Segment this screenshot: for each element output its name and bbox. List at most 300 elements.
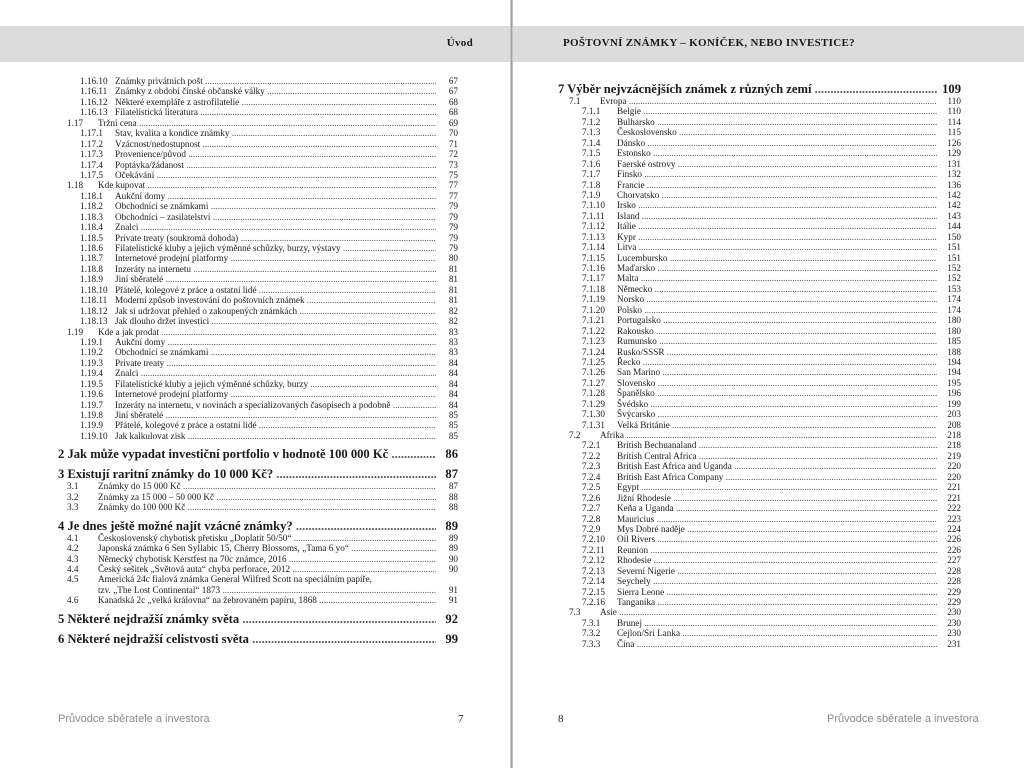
toc-entry[interactable] — [0, 368, 511, 378]
toc-entry-number: 7.1.17 — [582, 273, 605, 284]
toc-entry-number: 7.2.1 — [582, 440, 601, 451]
toc-entry[interactable] — [513, 190, 1024, 200]
toc-entry-title: Irsko ..... — [617, 200, 937, 210]
toc-entry-title: Cejlon/Srí Lanka ..... — [617, 628, 937, 638]
toc-entry-title: Evropa ..... — [600, 96, 937, 106]
toc-entry-page: 152 — [939, 263, 961, 273]
toc-entry[interactable] — [0, 295, 511, 305]
toc-entry-title: Filatelistické kluby a jejich výměnné schůzky, burzy, výstavy ..... — [115, 243, 436, 253]
toc-entry[interactable] — [0, 358, 511, 368]
toc-entry-title: Sierra Leone ..... — [617, 587, 937, 597]
toc-entry-number: 7.1.6 — [582, 158, 601, 169]
toc-entry[interactable] — [0, 431, 511, 441]
toc-entry-page: 144 — [939, 221, 961, 231]
toc-entry[interactable] — [513, 336, 1024, 346]
page-number: 8 — [558, 713, 564, 725]
toc-chapter-entry[interactable] — [513, 82, 1024, 96]
toc-entry[interactable] — [0, 533, 511, 543]
toc-entry-title: Inzeráty na internetu, v novinách a specializovaných časopisech a podobně ..... — [115, 400, 436, 410]
toc-entry-number: 1.19.2 — [80, 347, 103, 358]
toc-entry-number: 1.18.7 — [80, 253, 103, 264]
toc-entry[interactable] — [513, 607, 1024, 617]
toc-entry[interactable] — [0, 274, 511, 284]
toc-entry-page: 208 — [939, 420, 961, 430]
toc-entry[interactable] — [513, 326, 1024, 336]
toc-entry-title: Filatelistické kluby a jejich výměnné schůzky, burzy ..... — [115, 379, 436, 389]
toc-entry-page: 115 — [939, 127, 961, 137]
toc-entry-number: 1.18.6 — [80, 243, 103, 253]
toc-entry[interactable] — [513, 284, 1024, 294]
toc-entry-title: Finsko ..... — [617, 169, 937, 179]
toc-entry-title: Francie ..... — [617, 180, 937, 190]
toc-entry-page: 67 — [438, 76, 458, 86]
toc-entry-page: 196 — [939, 388, 961, 398]
toc-entry-title: Afrika ..... — [600, 430, 937, 440]
toc-entry[interactable] — [0, 76, 511, 86]
toc-entry-page: 218 — [939, 430, 961, 440]
toc-entry-page: 153 — [939, 284, 961, 294]
toc-entry-title: Přátelé, kolegové z práce a ostatní lidé ..... — [115, 285, 436, 295]
toc-entry-page: 199 — [939, 399, 961, 409]
toc-entry-page: 228 — [939, 576, 961, 586]
toc-entry[interactable] — [513, 440, 1024, 450]
toc-entry[interactable] — [513, 294, 1024, 304]
toc-entry-title: Znalci ..... — [115, 222, 436, 232]
toc-entry[interactable] — [513, 169, 1024, 179]
toc-entry[interactable] — [0, 212, 511, 222]
toc-entry[interactable] — [0, 347, 511, 357]
toc-entry-number: 7.1.22 — [582, 325, 605, 336]
toc-entry[interactable] — [513, 409, 1024, 419]
toc-entry[interactable] — [0, 180, 511, 190]
toc-entry-title: British Central Africa ..... — [617, 451, 937, 461]
toc-entry-page: 85 — [438, 410, 458, 420]
toc-entry-page: 185 — [939, 336, 961, 346]
toc-entry[interactable] — [0, 492, 511, 502]
toc-entry-page: 114 — [939, 117, 961, 127]
toc-entry[interactable] — [513, 461, 1024, 471]
toc-entry-page: 88 — [438, 502, 458, 512]
toc-entry-number: 7.3.1 — [582, 617, 601, 628]
toc-entry-page: 85 — [438, 420, 458, 430]
toc-entry[interactable] — [513, 451, 1024, 461]
toc-entry[interactable] — [0, 107, 511, 117]
toc-entry[interactable] — [0, 128, 511, 138]
toc-entry-number: 3.3 — [67, 502, 79, 513]
toc-entry-number: 1.17.3 — [80, 149, 103, 160]
toc-entry-number: 1.18.1 — [80, 190, 103, 201]
toc-entry-number: 7.2.13 — [582, 565, 605, 576]
toc-entry-page: 82 — [438, 306, 458, 316]
table-of-contents — [0, 76, 511, 646]
toc-entry-title: Estonsko ..... — [617, 148, 937, 158]
toc-entry[interactable] — [0, 574, 511, 584]
toc-entry-number: 7.2.10 — [582, 534, 605, 545]
toc-entry-page: 80 — [438, 253, 458, 263]
toc-entry-number: 1.18.9 — [80, 274, 103, 285]
toc-entry-number: 7.1.24 — [582, 346, 605, 357]
toc-entry-title: Švýcarsko ..... — [617, 409, 937, 419]
toc-entry-title: Kanadská 2c „velká královna“ na žebrovaném papíru, 1868 ..... — [98, 595, 436, 605]
toc-entry-page: 203 — [939, 409, 961, 419]
toc-entry[interactable] — [513, 493, 1024, 503]
toc-entry[interactable] — [513, 96, 1024, 106]
toc-entry-number: 1.19.9 — [80, 420, 103, 431]
toc-entry[interactable] — [0, 243, 511, 253]
toc-entry-number: 1.16.13 — [80, 107, 108, 118]
toc-entry[interactable] — [0, 191, 511, 201]
toc-entry-number: 7.2.7 — [582, 503, 601, 514]
toc-entry-page: 84 — [438, 368, 458, 378]
toc-entry-title: Egypt ..... — [617, 482, 937, 492]
toc-entry[interactable] — [513, 472, 1024, 482]
table-of-contents — [513, 76, 1024, 649]
toc-entry[interactable] — [513, 232, 1024, 242]
toc-entry-number: 1.19.8 — [80, 410, 103, 420]
toc-entry-title: Jak si udržovat přehled o zakoupených známkách ..... — [115, 306, 436, 316]
toc-entry-page: 226 — [939, 545, 961, 555]
toc-entry-title: 7 Výběr nejvzácnějších známek z různých zemí ..... — [558, 82, 937, 96]
toc-entry-title: Jiní sběratelé ..... — [115, 410, 436, 420]
toc-entry[interactable] — [513, 388, 1024, 398]
toc-entry[interactable] — [0, 379, 511, 389]
toc-chapter-entry[interactable] — [0, 467, 511, 481]
toc-entry-number: 7.1.1 — [582, 106, 601, 117]
toc-entry-number: 1.19.5 — [80, 378, 103, 389]
toc-entry[interactable] — [513, 514, 1024, 524]
toc-entry[interactable] — [513, 430, 1024, 440]
toc-entry-title: 4 Je dnes ještě možné najít vzácné známky? ..... — [58, 519, 436, 533]
toc-entry[interactable] — [513, 305, 1024, 315]
toc-entry-title: Norsko ..... — [617, 294, 937, 304]
toc-entry-number: 7.2.12 — [582, 555, 605, 566]
toc-entry-page: 84 — [438, 358, 458, 368]
toc-entry-page: 77 — [438, 191, 458, 201]
toc-entry-title: Známky privátních pošt ..... — [115, 76, 436, 86]
toc-entry[interactable] — [513, 566, 1024, 576]
toc-entry[interactable] — [513, 524, 1024, 534]
toc-entry[interactable] — [513, 138, 1024, 148]
toc-entry-number: 1.18.10 — [80, 284, 108, 295]
toc-entry-number: 7.1.5 — [582, 148, 601, 159]
toc-entry[interactable] — [513, 200, 1024, 210]
toc-entry-page: 73 — [438, 160, 458, 170]
toc-entry[interactable] — [0, 389, 511, 399]
right-page — [513, 0, 1024, 768]
toc-chapter-entry[interactable] — [0, 519, 511, 533]
toc-entry-page: 91 — [438, 595, 458, 605]
toc-entry[interactable] — [0, 97, 511, 107]
toc-entry[interactable] — [0, 554, 511, 564]
toc-entry-title: Private treaty (soukromá dohoda) ..... — [115, 233, 436, 243]
toc-entry[interactable] — [0, 543, 511, 553]
toc-entry[interactable] — [0, 139, 511, 149]
toc-entry-title: Znalci ..... — [115, 368, 436, 378]
toc-entry-page: 83 — [438, 327, 458, 337]
toc-entry[interactable] — [513, 242, 1024, 252]
toc-entry-number: 7.1.10 — [582, 200, 605, 211]
running-header-text: POŠTOVNÍ ZNÁMKY – KONÍČEK, NEBO INVESTICE? — [563, 37, 855, 49]
toc-entry[interactable] — [513, 503, 1024, 513]
toc-entry-page: 84 — [438, 379, 458, 389]
toc-entry[interactable] — [513, 482, 1024, 492]
toc-entry-number: 7.2.6 — [582, 492, 601, 503]
toc-entry-title: Severní Nigerie ..... — [617, 566, 937, 576]
toc-entry-number: 4.1 — [67, 532, 79, 543]
toc-entry-number: 7.1.9 — [582, 189, 601, 200]
toc-entry-title: Některé exempláře z astrofilatelie ..... — [115, 97, 436, 107]
toc-entry[interactable] — [513, 618, 1024, 628]
toc-entry-page: 220 — [939, 461, 961, 471]
toc-entry-title: Německo ..... — [617, 284, 937, 294]
toc-entry-page: 87 — [438, 467, 458, 481]
toc-entry[interactable] — [0, 337, 511, 347]
toc-entry[interactable] — [0, 160, 511, 170]
toc-entry-title: tzv. „The Lost Continental“ 1873 ..... — [98, 585, 436, 595]
toc-entry-title: Obchodníci – zasilatelství ..... — [115, 212, 436, 222]
toc-entry-number: 7.2.14 — [582, 576, 605, 587]
toc-entry-title: Poptávka/žádanost ..... — [115, 160, 436, 170]
toc-entry[interactable] — [513, 576, 1024, 586]
toc-entry-page: 227 — [939, 555, 961, 565]
toc-entry-number: 1.16.12 — [80, 96, 108, 107]
toc-entry-page: 142 — [939, 200, 961, 210]
toc-entry-title: Reunion ..... — [617, 545, 937, 555]
toc-entry[interactable] — [0, 316, 511, 326]
toc-entry-page: 194 — [939, 357, 961, 367]
toc-entry-title: Dánsko ..... — [617, 138, 937, 148]
toc-entry-title: Jak dlouho držet investici ..... — [115, 316, 436, 326]
toc-entry-title: Litva ..... — [617, 242, 937, 252]
toc-entry-page: 91 — [438, 585, 458, 595]
toc-entry-page: 69 — [438, 118, 458, 128]
toc-entry-page: 77 — [438, 180, 458, 190]
toc-entry[interactable] — [0, 306, 511, 316]
toc-entry-number: 1.18.2 — [80, 201, 103, 212]
toc-entry[interactable] — [513, 597, 1024, 607]
toc-entry-title: British East Africa and Uganda ..... — [617, 461, 937, 471]
toc-entry[interactable] — [513, 367, 1024, 377]
toc-entry[interactable] — [0, 585, 511, 595]
toc-entry-title: Kde kupovat ..... — [98, 180, 436, 190]
toc-entry[interactable] — [0, 253, 511, 263]
toc-entry-number: 7.2.5 — [582, 482, 601, 493]
toc-entry[interactable] — [513, 315, 1024, 325]
toc-entry-number: 7.1.18 — [582, 283, 605, 294]
toc-entry-page: 222 — [939, 503, 961, 513]
toc-entry-title: Čína ..... — [617, 639, 937, 649]
toc-entry-number: 7.1.8 — [582, 179, 601, 190]
toc-entry[interactable] — [0, 420, 511, 430]
toc-entry[interactable] — [513, 159, 1024, 169]
toc-entry[interactable] — [513, 273, 1024, 283]
toc-entry-number: 7.3.3 — [582, 638, 601, 649]
toc-entry[interactable] — [0, 222, 511, 232]
toc-entry-page: 81 — [438, 285, 458, 295]
toc-chapter-entry[interactable] — [0, 632, 511, 646]
toc-entry-title: Český sešitek „Světová auta“ chyba perforace, 2012 ..... — [98, 564, 436, 574]
toc-entry-title: Mauricius ..... — [617, 514, 937, 524]
toc-entry-number: 1.18.8 — [80, 263, 103, 274]
toc-entry-number: 7.1.2 — [582, 116, 601, 127]
toc-entry-number: 1.17.5 — [80, 169, 103, 180]
toc-entry-page: 151 — [939, 242, 961, 252]
toc-entry[interactable] — [513, 148, 1024, 158]
toc-entry-page: 142 — [939, 190, 961, 200]
toc-entry-page: 83 — [438, 337, 458, 347]
toc-entry-page: 180 — [939, 315, 961, 325]
toc-entry-title: Rusko/SSSR ..... — [617, 347, 937, 357]
toc-chapter-entry[interactable] — [0, 447, 511, 461]
toc-entry-page: 150 — [939, 232, 961, 242]
toc-entry[interactable] — [513, 127, 1024, 137]
running-header — [0, 26, 511, 62]
toc-entry[interactable] — [513, 211, 1024, 221]
toc-entry-title: Internetové prodejní platformy ..... — [115, 389, 436, 399]
toc-entry[interactable] — [0, 264, 511, 274]
toc-entry-title: Seychely ..... — [617, 576, 937, 586]
toc-entry-number: 7.1.3 — [582, 127, 601, 138]
toc-entry-number: 1.18.3 — [80, 211, 103, 222]
toc-entry-number: 7.1.31 — [582, 419, 605, 430]
toc-entry-number: 1.19 — [67, 326, 84, 337]
toc-entry[interactable] — [513, 378, 1024, 388]
toc-entry-number: 7.1.26 — [582, 367, 605, 378]
toc-entry-page: 84 — [438, 389, 458, 399]
toc-entry-page: 152 — [939, 273, 961, 283]
toc-entry-title: Aukční domy ..... — [115, 337, 436, 347]
toc-entry[interactable] — [513, 253, 1024, 263]
toc-entry-number: 7.1.29 — [582, 398, 605, 409]
toc-entry[interactable] — [0, 201, 511, 211]
toc-entry[interactable] — [0, 595, 511, 605]
toc-entry-title: Řecko ..... — [617, 357, 937, 367]
toc-entry-page: 88 — [438, 492, 458, 502]
toc-entry[interactable] — [0, 400, 511, 410]
toc-entry-title: Chorvatsko ..... — [617, 190, 937, 200]
toc-entry-page: 79 — [438, 212, 458, 222]
toc-entry-page: 230 — [939, 618, 961, 628]
toc-entry-title: Španělsko ..... — [617, 388, 937, 398]
toc-entry-title: Jižní Rhodesie ..... — [617, 493, 937, 503]
toc-entry-page: 174 — [939, 294, 961, 304]
toc-entry-title: Portugalsko ..... — [617, 315, 937, 325]
toc-entry[interactable] — [513, 180, 1024, 190]
toc-entry-title: 3 Existují raritní známky do 10 000 Kč? ..... — [58, 467, 436, 481]
toc-entry[interactable] — [0, 86, 511, 96]
toc-chapter-entry[interactable] — [0, 612, 511, 626]
toc-entry[interactable] — [513, 545, 1024, 555]
toc-entry[interactable] — [0, 564, 511, 574]
toc-entry-title: Internetové prodejní platformy ..... — [115, 253, 436, 263]
toc-entry[interactable] — [513, 628, 1024, 638]
toc-entry-title: Kde a jak prodat ..... — [98, 327, 436, 337]
toc-entry-number: 7.1.30 — [582, 409, 605, 420]
toc-entry-page: 174 — [939, 305, 961, 315]
toc-entry-page: 81 — [438, 274, 458, 284]
toc-entry-title: British Bechuanaland ..... — [617, 440, 937, 450]
toc-entry[interactable] — [513, 106, 1024, 116]
toc-entry[interactable] — [513, 117, 1024, 127]
toc-entry[interactable] — [513, 347, 1024, 357]
toc-entry-number: 7.1.27 — [582, 377, 605, 388]
toc-entry[interactable] — [513, 555, 1024, 565]
toc-entry-title: Asie ..... — [600, 607, 937, 617]
toc-entry-page: 110 — [939, 106, 961, 116]
toc-entry-title: Oil Rivers ..... — [617, 534, 937, 544]
toc-entry[interactable] — [0, 170, 511, 180]
toc-entry-number: 1.16.11 — [80, 86, 108, 97]
toc-entry-title: San Marino ..... — [617, 367, 937, 377]
toc-entry-title: Island ..... — [617, 211, 937, 221]
toc-entry-number: 1.19.7 — [80, 399, 103, 410]
toc-entry-title: Mys Dobré naděje ..... — [617, 524, 937, 534]
toc-entry[interactable] — [0, 481, 511, 491]
toc-entry-page: 79 — [438, 233, 458, 243]
toc-entry-page: 81 — [438, 295, 458, 305]
toc-entry-page: 129 — [939, 148, 961, 158]
toc-entry-title: Itálie ..... — [617, 221, 937, 231]
toc-entry[interactable] — [513, 587, 1024, 597]
toc-entry-title: Kypr ..... — [617, 232, 937, 242]
toc-entry[interactable] — [513, 357, 1024, 367]
toc-entry-page: 90 — [438, 564, 458, 574]
toc-entry-number: 1.18.12 — [80, 305, 108, 316]
toc-entry[interactable] — [513, 534, 1024, 544]
toc-entry[interactable] — [0, 502, 511, 512]
toc-entry-title: Keňa a Uganda ..... — [617, 503, 937, 513]
toc-entry-number: 4.5 — [67, 574, 79, 585]
running-header-text: Úvod — [446, 37, 473, 49]
toc-entry-title: Jiní sběratelé ..... — [115, 274, 436, 284]
toc-entry-page: 188 — [939, 347, 961, 357]
toc-entry-number: 7.1.15 — [582, 252, 605, 263]
toc-entry-number: 7.3 — [569, 607, 581, 618]
toc-entry-number: 7.2.15 — [582, 586, 605, 597]
toc-entry[interactable] — [0, 285, 511, 295]
toc-entry[interactable] — [0, 149, 511, 159]
toc-entry-number: 1.18 — [67, 180, 84, 191]
toc-entry[interactable] — [513, 399, 1024, 409]
toc-entry-number: 1.17 — [67, 117, 84, 128]
toc-entry[interactable] — [0, 327, 511, 337]
toc-entry[interactable] — [513, 263, 1024, 273]
toc-entry-page: 228 — [939, 566, 961, 576]
toc-entry-number: 7.1.4 — [582, 137, 601, 148]
toc-entry-number: 7.2.9 — [582, 523, 601, 534]
toc-entry-title: Malta ..... — [617, 273, 937, 283]
toc-entry[interactable] — [0, 118, 511, 128]
toc-entry[interactable] — [513, 221, 1024, 231]
toc-entry-title: Belgie ..... — [617, 106, 937, 116]
toc-entry-title: Slovensko ..... — [617, 378, 937, 388]
toc-entry-page: 230 — [939, 607, 961, 617]
toc-entry-page: 68 — [438, 107, 458, 117]
toc-entry-title: Lucembursko ..... — [617, 253, 937, 263]
toc-entry[interactable] — [0, 233, 511, 243]
toc-entry-page: 219 — [939, 451, 961, 461]
toc-entry[interactable] — [513, 639, 1024, 649]
toc-entry[interactable] — [0, 410, 511, 420]
toc-entry-number: 7.1.14 — [582, 242, 605, 253]
toc-entry-title: Německý chybotisk Kerstfest na 70c známce, 2016 ..... — [98, 554, 436, 564]
toc-entry-page: 220 — [939, 472, 961, 482]
toc-entry[interactable] — [513, 420, 1024, 430]
toc-entry-page: 143 — [939, 211, 961, 221]
toc-entry-title: Obchodníci se známkami ..... — [115, 347, 436, 357]
toc-entry-page: 132 — [939, 169, 961, 179]
toc-entry-page: 151 — [939, 253, 961, 263]
